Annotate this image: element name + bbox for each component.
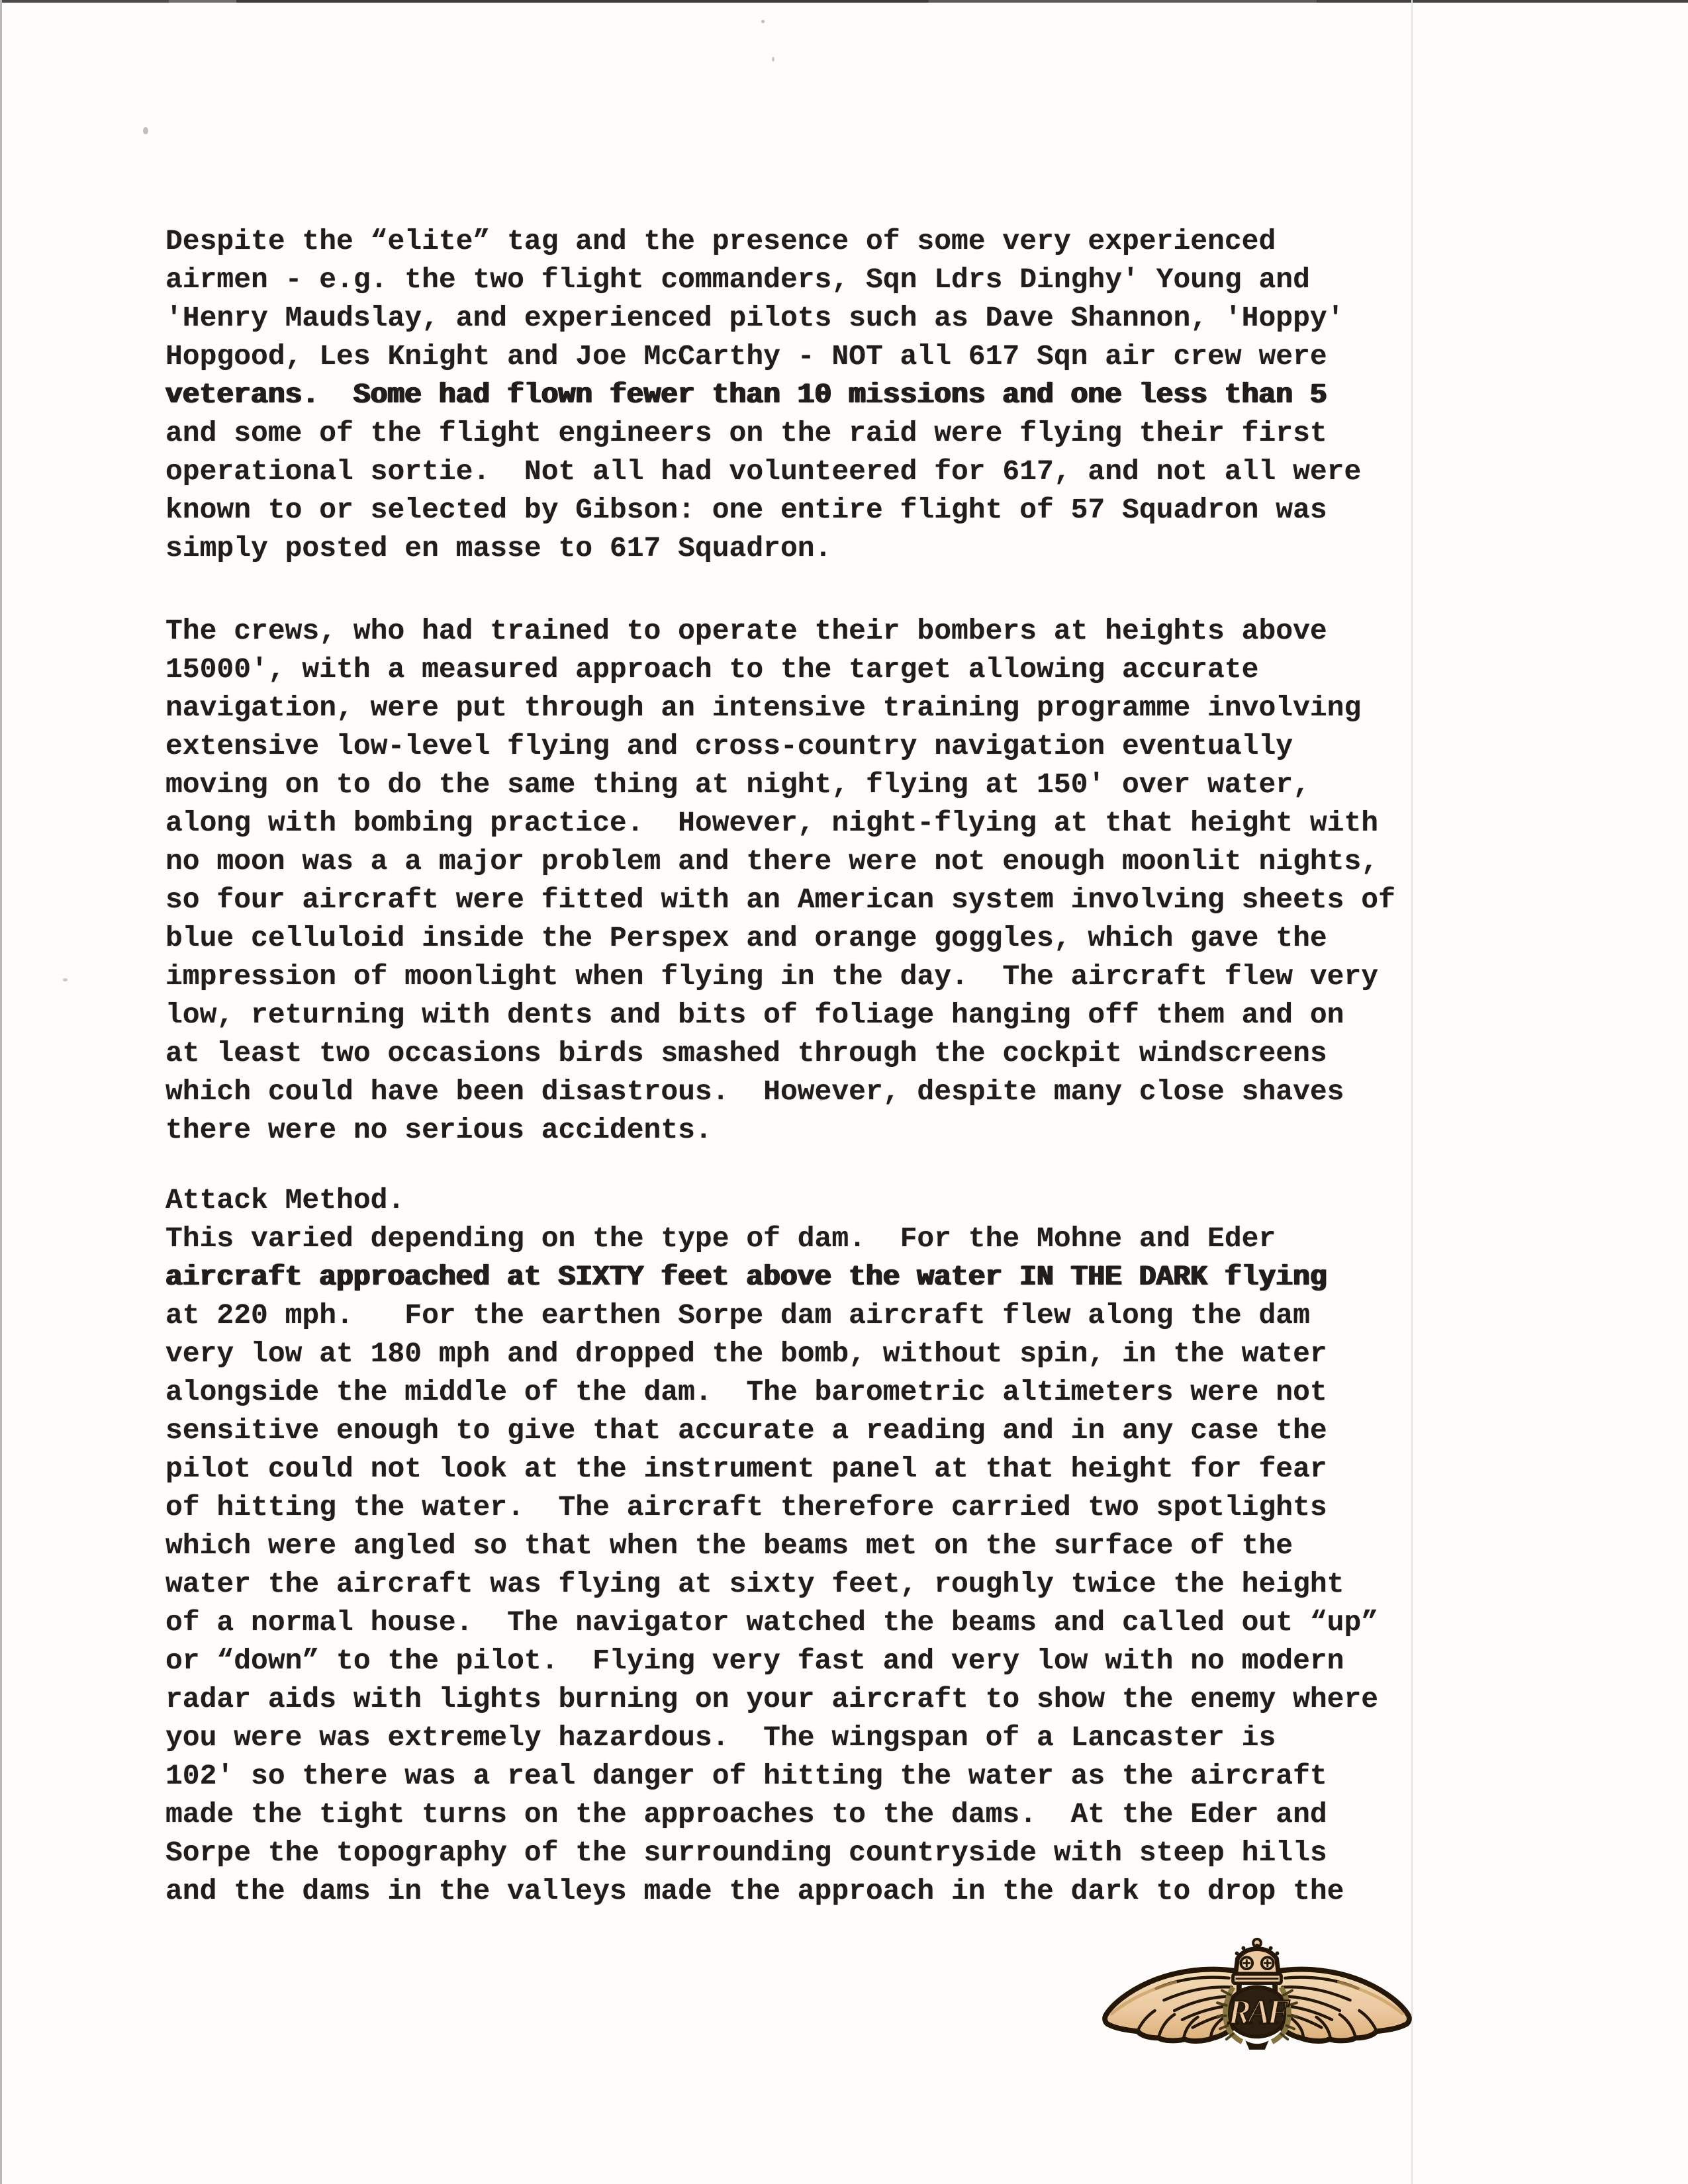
text-line: Hopgood, Les Knight and Joe McCarthy - NOT all 617 Sqn air crew were <box>165 340 1327 373</box>
text-line: or “down” to the pilot. Flying very fast and very low with no modern <box>165 1645 1344 1677</box>
text-line: at least two occasions birds smashed through the cockpit windscreens <box>165 1037 1327 1069</box>
text-line: blue celluloid inside the Perspex and orange goggles, which gave the <box>165 922 1327 954</box>
text-line: moving on to do the same thing at night, flying at 150' over water, <box>165 768 1310 801</box>
text-line: pilot could not look at the instrument panel at that height for fear <box>165 1453 1327 1485</box>
text-line: so four aircraft were fitted with an American system involving sheets of <box>165 884 1395 916</box>
raf-wings-badge <box>1099 1933 1415 2050</box>
scan-artifact-fold-line <box>1411 0 1413 2184</box>
text-line: airmen - e.g. the two flight commanders, Sqn Ldrs Dinghy' Young and <box>165 263 1310 296</box>
text-line: at 220 mph. For the earthen Sorpe dam aircraft flew along the dam <box>165 1299 1310 1332</box>
scan-artifact-top-edge <box>0 0 1688 3</box>
text-line: and the dams in the valleys made the approach in the dark to drop the <box>165 1875 1344 1907</box>
attack-method-section <box>165 1181 1395 1911</box>
text-line: operational sortie. Not all had volunteered for 617, and not all were <box>165 455 1362 488</box>
scan-speck <box>143 127 148 134</box>
text-line: navigation, were put through an intensive training programme involving <box>165 692 1362 724</box>
typewritten-text <box>165 222 1395 1911</box>
text-line: This varied depending on the type of dam. For the Mohne and Eder <box>165 1222 1276 1255</box>
text-line: simply posted en masse to 617 Squadron. <box>165 532 832 565</box>
text-line: aircraft approached at SIXTY feet above the water IN THE DARK flying <box>165 1261 1327 1293</box>
text-line: sensitive enough to give that accurate a reading and in any case the <box>165 1414 1327 1447</box>
paragraph-attack-method <box>165 1220 1395 1911</box>
scan-speck <box>761 20 765 23</box>
text-line: no moon was a a major problem and there were not enough moonlit nights, <box>165 845 1379 878</box>
text-line: very low at 180 mph and dropped the bomb, without spin, in the water <box>165 1338 1327 1370</box>
text-line: you were was extremely hazardous. The wingspan of a Lancaster is <box>165 1721 1276 1754</box>
text-line: Sorpe the topography of the surrounding countryside with steep hills <box>165 1837 1327 1869</box>
text-line: low, returning with dents and bits of foliage hanging off them and on <box>165 999 1344 1031</box>
text-line: which could have been disastrous. However, despite many close shaves <box>165 1075 1344 1108</box>
text-line: made the tight turns on the approaches to the dams. At the Eder and <box>165 1798 1327 1831</box>
text-line: The crews, who had trained to operate their bombers at heights above <box>165 615 1327 647</box>
text-line: 102' so there was a real danger of hitting the water as the aircraft <box>165 1760 1327 1792</box>
paragraph-crews-intro <box>165 222 1395 568</box>
text-line: 'Henry Maudslay, and experienced pilots such as Dave Shannon, 'Hoppy' <box>165 302 1344 334</box>
text-line: impression of moonlight when flying in the day. The aircraft flew very <box>165 960 1379 993</box>
text-line: water the aircraft was flying at sixty feet, roughly twice the height <box>165 1568 1344 1600</box>
text-line: veterans. Some had flown fewer than 10 missions and one less than 5 <box>165 379 1327 411</box>
crown-icon <box>1233 1939 1282 1983</box>
text-line: radar aids with lights burning on your aircraft to show the enemy where <box>165 1683 1379 1715</box>
text-line: there were no serious accidents. <box>165 1114 712 1146</box>
scan-speck <box>63 978 68 981</box>
text-line: and some of the flight engineers on the raid were flying their first <box>165 417 1327 449</box>
scan-artifact-left-edge <box>0 0 2 2184</box>
left-wing-icon <box>1105 1970 1239 2041</box>
scan-speck <box>772 57 774 62</box>
text-line: along with bombing practice. However, night-flying at that height with <box>165 807 1379 839</box>
raf-monogram: RAF <box>1227 1993 1287 2032</box>
text-line: which were angled so that when the beams met on the surface of the <box>165 1529 1293 1562</box>
paragraph-training <box>165 612 1395 1150</box>
section-heading: Attack Method. <box>165 1184 405 1216</box>
right-wing-icon <box>1275 1970 1409 2041</box>
text-line: alongside the middle of the dam. The barometric altimeters were not <box>165 1376 1327 1408</box>
text-line: known to or selected by Gibson: one entire flight of 57 Squadron was <box>165 494 1327 526</box>
text-line: of hitting the water. The aircraft therefore carried two spotlights <box>165 1491 1327 1524</box>
text-line: extensive low-level flying and cross-country navigation eventually <box>165 730 1293 762</box>
text-line: Despite the “elite” tag and the presence of some very experienced <box>165 225 1276 257</box>
text-line: of a normal house. The navigator watched the beams and called out “up” <box>165 1606 1379 1639</box>
text-line: 15000', with a measured approach to the target allowing accurate <box>165 653 1259 686</box>
